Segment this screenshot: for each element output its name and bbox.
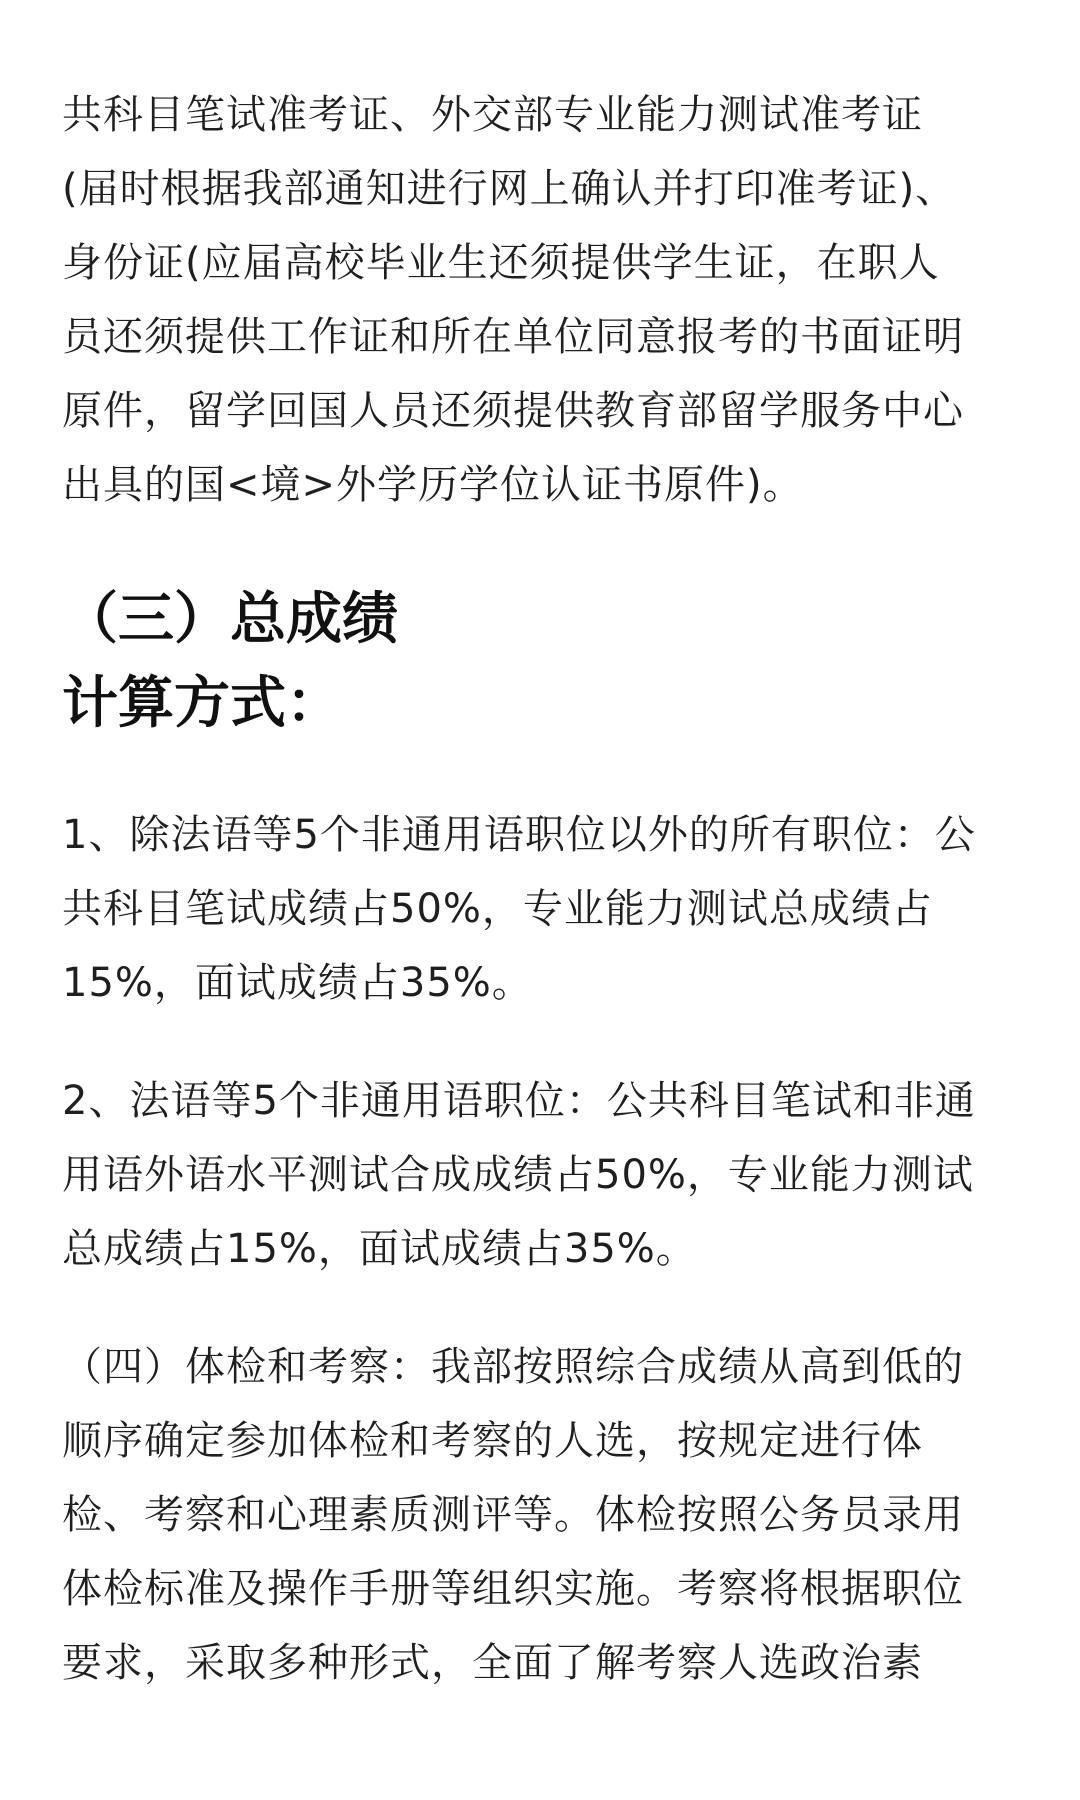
article-body [62,78,1022,1700]
section-heading [62,578,1022,746]
text-line: 身份证(应届高校毕业生还须提供学生证，在职人 [62,240,940,286]
heading-line: （三）总成绩 [62,587,398,652]
text-line: 检、考察和心理素质测评等。体检按照公务员录用 [62,1492,964,1538]
text-line: （四）体检和考察：我部按照综合成绩从高到低的 [62,1344,964,1390]
heading-line: 计算方式： [62,671,342,736]
text-line: 15%，面试成绩占35%。 [62,960,533,1006]
list-item [62,1064,1022,1286]
text-line: 原件，留学回国人员还须提供教育部留学服务中心 [62,388,964,434]
section4-paragraph [62,1330,1022,1700]
text-line: 2、法语等5个非通用语职位：公共科目笔试和非通 [62,1078,976,1124]
intro-paragraph [62,78,1022,522]
text-line: (届时根据我部通知进行网上确认并打印准考证)、 [62,166,957,212]
text-line: 用语外语水平测试合成成绩占50%，专业能力测试 [62,1152,974,1198]
text-line: 顺序确定参加体检和考察的人选，按规定进行体 [62,1418,923,1464]
text-line: 共科目笔试准考证、外交部专业能力测试准考证 [62,92,923,138]
text-line: 出具的国<境>外学历学位认证书原件)。 [62,462,804,508]
text-line: 总成绩占15%，面试成绩占35%。 [62,1226,697,1272]
text-line: 1、除法语等5个非通用语职位以外的所有职位：公 [62,812,976,858]
text-line: 要求，采取多种形式，全面了解考察人选政治素 [62,1640,923,1686]
list-item [62,798,1022,1020]
text-line: 共科目笔试成绩占50%，专业能力测试总成绩占 [62,886,933,932]
text-line: 员还须提供工作证和所在单位同意报考的书面证明 [62,314,964,360]
text-line: 体检标准及操作手册等组织实施。考察将根据职位 [62,1566,964,1612]
